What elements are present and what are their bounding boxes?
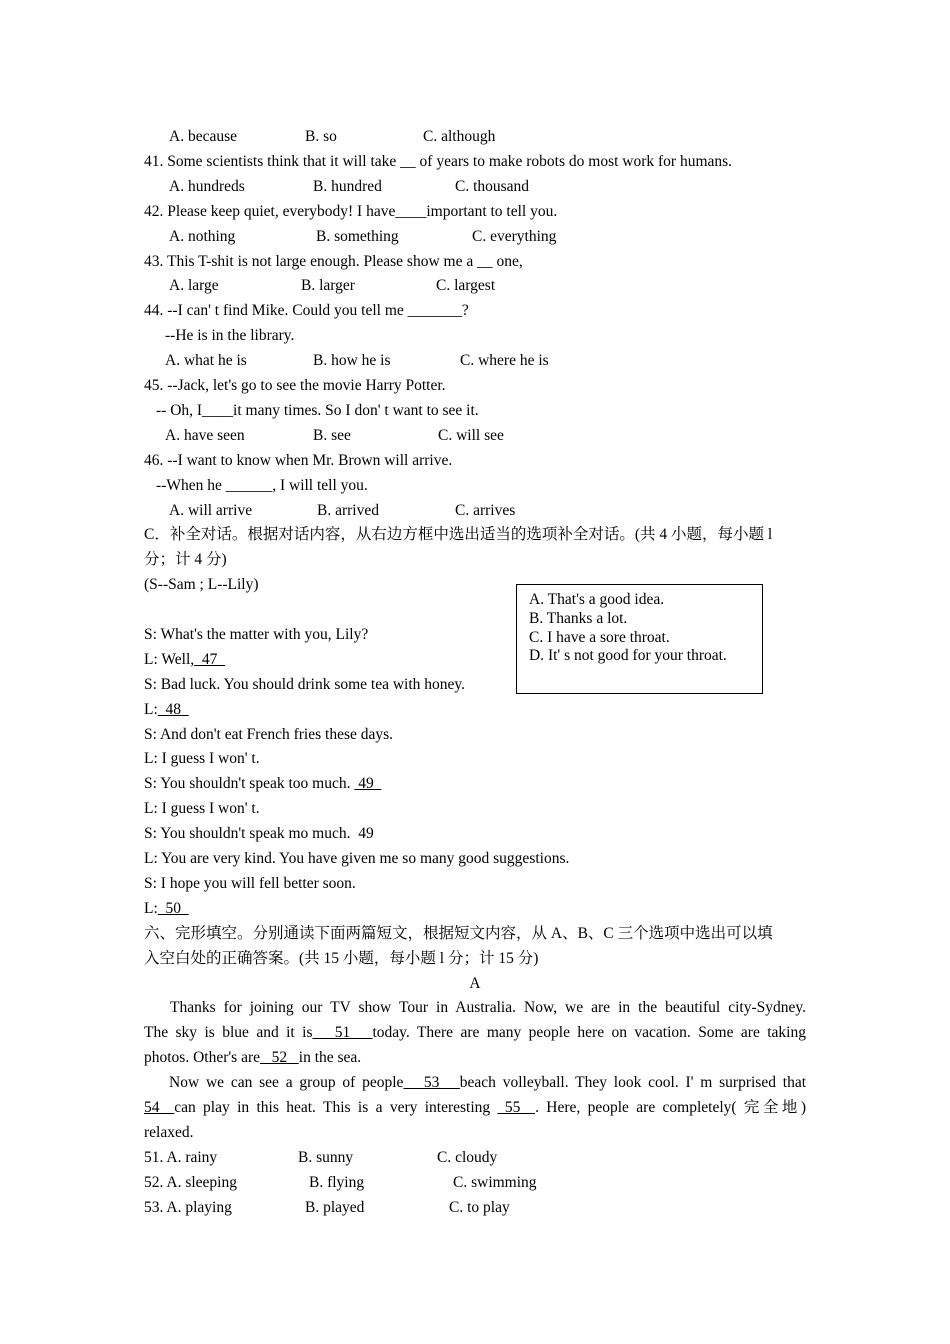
box-option-c: C. I have a sore throat. <box>529 628 670 646</box>
blank-51: 51 <box>312 1024 373 1041</box>
dialog-speaker: L: Well, <box>144 651 195 668</box>
passage-line <box>144 1098 806 1118</box>
box-option-a: A. That's a good idea. <box>529 591 665 608</box>
box-option-d: D. It' s not good for your throat. <box>529 647 727 665</box>
q43-stem: 43. This T-shit is not large enough. Please show me a __ one, <box>144 253 523 270</box>
dialog-line <box>144 650 225 670</box>
passage-line: relaxed. <box>144 1124 194 1141</box>
q43-option-b: B. larger <box>301 277 355 294</box>
blank-50: 50 <box>157 900 189 917</box>
dialog-line: S: What's the matter with you, Lily? <box>144 626 369 643</box>
section-6-instruction-line2: 入空白处的正确答案。(共 15 小题，每小题 l 分；计 15 分) <box>144 950 539 967</box>
passage-text: beach volleyball. They look cool. I' m surprised that <box>459 1074 806 1091</box>
dialog-speaker: L: <box>144 900 158 917</box>
q44-stem: 44. --I can' t find Mike. Could you tell me _______? <box>144 302 469 319</box>
passage-line <box>144 1048 361 1068</box>
q45-stem: 45. --Jack, let's go to see the movie Harry Potter. <box>144 377 446 394</box>
q44-option-c: C. where he is <box>460 352 549 369</box>
q45-reply: -- Oh, I____it many times. So I don' t want to see it. <box>156 402 479 419</box>
q44-option-b: B. how he is <box>313 352 391 369</box>
passage-line <box>169 1073 806 1093</box>
q40-option-b: B. so <box>305 128 337 145</box>
q42-option-a: A. nothing <box>169 228 236 245</box>
q44-reply: --He is in the library. <box>165 327 295 344</box>
q46-option-b: B. arrived <box>317 502 379 519</box>
q42-stem: 42. Please keep quiet, everybody! I have____important to tell you. <box>144 203 558 220</box>
blank-48: 48 <box>157 701 189 718</box>
blank-55: 55 <box>497 1099 536 1116</box>
q53-option-a: 53. A. playing <box>144 1199 232 1216</box>
dialog-line <box>144 899 189 919</box>
q41-option-c: C. thousand <box>455 178 530 195</box>
dialog-line: L: I guess I won' t. <box>144 750 260 767</box>
q46-option-c: C. arrives <box>455 502 516 519</box>
dialog-line: S: You shouldn't speak mo much. 49 <box>144 825 374 842</box>
section-c-instruction-line1: C．补全对话。根据对话内容，从右边方框中选出适当的选项补全对话。(共 4 小题，每小题 l <box>144 526 773 543</box>
q46-option-a: A. will arrive <box>169 502 253 519</box>
blank-52: 52 <box>260 1049 299 1066</box>
q45-option-c: C. will see <box>438 427 504 444</box>
section-c-instruction-line2: 分；计 4 分) <box>144 551 227 568</box>
passage-line <box>144 1023 806 1043</box>
blank-49: 49 <box>354 775 382 792</box>
q52-option-b: B. flying <box>309 1174 365 1191</box>
q41-option-a: A. hundreds <box>169 178 245 195</box>
blank-54: 54 <box>144 1099 175 1116</box>
dialog-line: S: And don't eat French fries these days. <box>144 726 394 743</box>
blank-47: 47 <box>194 651 226 668</box>
passage-text: . Here, people are completely( 完全地) <box>535 1099 807 1116</box>
passage-text: can play in this heat. This is a very interesting <box>174 1099 491 1116</box>
box-option-b: B. Thanks a lot. <box>529 609 628 627</box>
options-box <box>516 584 763 694</box>
q46-stem: 46. --I want to know when Mr. Brown will arrive. <box>144 452 453 469</box>
passage-text: in the sea. <box>298 1049 362 1066</box>
dialog-line <box>144 774 381 794</box>
dialog-line: S: I hope you will fell better soon. <box>144 875 356 892</box>
section-6-instruction-line1: 六、完形填空。分别通读下面两篇短文，根据短文内容，从 A、B、C 三个选项中选出可以填 <box>144 925 773 942</box>
passage-line: Thanks for joining our TV show Tour in Australia. Now, we are in the beautiful city-Sydney. <box>170 999 806 1016</box>
q52-option-c: C. swimming <box>453 1174 537 1191</box>
q42-option-c: C. everything <box>472 228 557 245</box>
passage-text: photos. Other's are <box>144 1049 261 1066</box>
q45-option-b: B. see <box>313 427 351 444</box>
q40-option-a: A. because <box>169 128 237 145</box>
q42-option-b: B. something <box>316 228 399 245</box>
passage-text: today. There are many people here on vacation. Some are taking <box>372 1024 806 1041</box>
passage-label: A <box>469 975 481 992</box>
q51-option-a: 51. A. rainy <box>144 1149 218 1166</box>
dialog-line: S: Bad luck. You should drink some tea with honey. <box>144 676 466 693</box>
dialog-line: L: I guess I won' t. <box>144 800 260 817</box>
q46-reply: --When he ______, I will tell you. <box>156 477 368 494</box>
q53-option-c: C. to play <box>449 1199 510 1216</box>
dialog-text: S: You shouldn't speak too much. <box>144 775 355 792</box>
q51-option-b: B. sunny <box>298 1149 354 1166</box>
q52-option-a: 52. A. sleeping <box>144 1174 237 1191</box>
dialog-speaker: L: <box>144 701 158 718</box>
dialog-line <box>144 700 189 720</box>
q43-option-a: A. large <box>169 277 219 294</box>
q43-option-c: C. largest <box>436 277 496 294</box>
blank-53: 53 <box>403 1074 460 1091</box>
section-c-roles: (S--Sam ; L--Lily) <box>144 576 259 593</box>
q45-option-a: A. have seen <box>165 427 245 444</box>
q53-option-b: B. played <box>305 1199 365 1216</box>
q41-option-b: B. hundred <box>313 178 382 195</box>
q44-option-a: A. what he is <box>165 352 247 369</box>
passage-text: The sky is blue and it is <box>144 1024 313 1041</box>
dialog-line: L: You are very kind. You have given me so many good suggestions. <box>144 850 570 867</box>
q40-option-c: C. although <box>423 128 496 145</box>
q51-option-c: C. cloudy <box>437 1149 498 1166</box>
q41-stem: 41. Some scientists think that it will take __ of years to make robots do most work for humans. <box>144 153 733 170</box>
passage-text: Now we can see a group of people <box>169 1074 404 1091</box>
